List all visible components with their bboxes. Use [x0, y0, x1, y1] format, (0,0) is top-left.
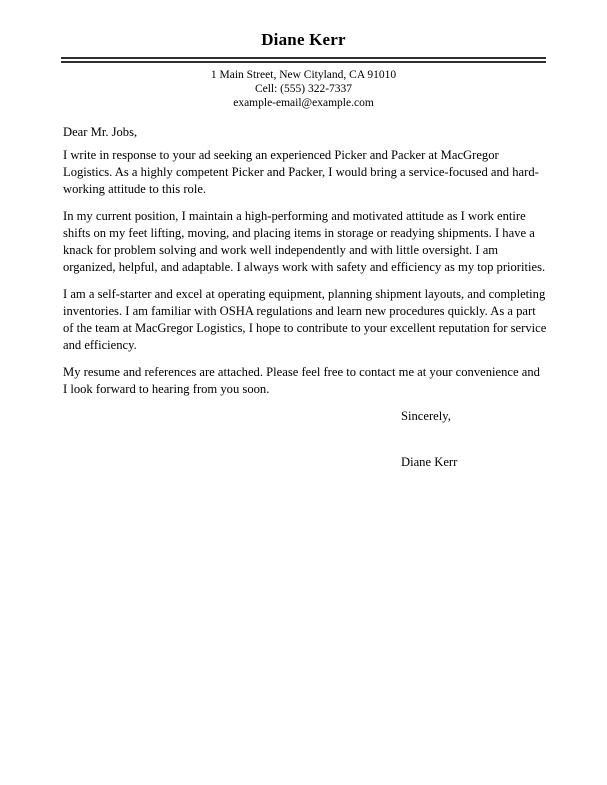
body-paragraph-resume: My resume and references are attached. Please feel free to contact me at your convenience and I look forward to hearing from you soon. [63, 365, 540, 397]
signature-name: Diane Kerr [401, 455, 458, 470]
sender-name: Diane Kerr [261, 30, 346, 49]
contact-info [0, 69, 607, 110]
closing-salutation: Sincerely, [401, 409, 451, 424]
body-paragraph-intro: I write in response to your ad seeking an experienced Picker and Packer at MacGregor Logistics. As a highly competent Picker and Packer, I would bring a service-focused and hard-working attitude to this role. [63, 148, 539, 197]
contact-email: example-email@example.com [233, 96, 374, 109]
letter-header [0, 0, 607, 110]
body-paragraph-skills: I am a self-starter and excel at operating equipment, planning shipment layouts, and completing inventories. I am familiar with OSHA regulations and learn new procedures quickly. As a part of the team at MacGregor Logistics, I hope to contribute to your excellent reputation for service and efficiency. [63, 287, 547, 353]
salutation: Dear Mr. Jobs, [63, 125, 138, 140]
closing-block [401, 408, 547, 471]
body-paragraph-experience: In my current position, I maintain a high-performing and motivated attitude as I work entire shifts on my feet lifting, moving, and placing items in storage or readying shipments. I have a knack for problem solving and work well independently and with little oversight. I am organized, helpful, and adaptable. I always work with safety and efficiency as my top priorities. [63, 209, 546, 275]
contact-cell: Cell: (555) 322-7337 [254, 82, 353, 95]
header-double-rule [61, 57, 546, 63]
contact-address: 1 Main Street, New Cityland, CA 91010 [210, 69, 397, 81]
letter-body [63, 124, 547, 471]
